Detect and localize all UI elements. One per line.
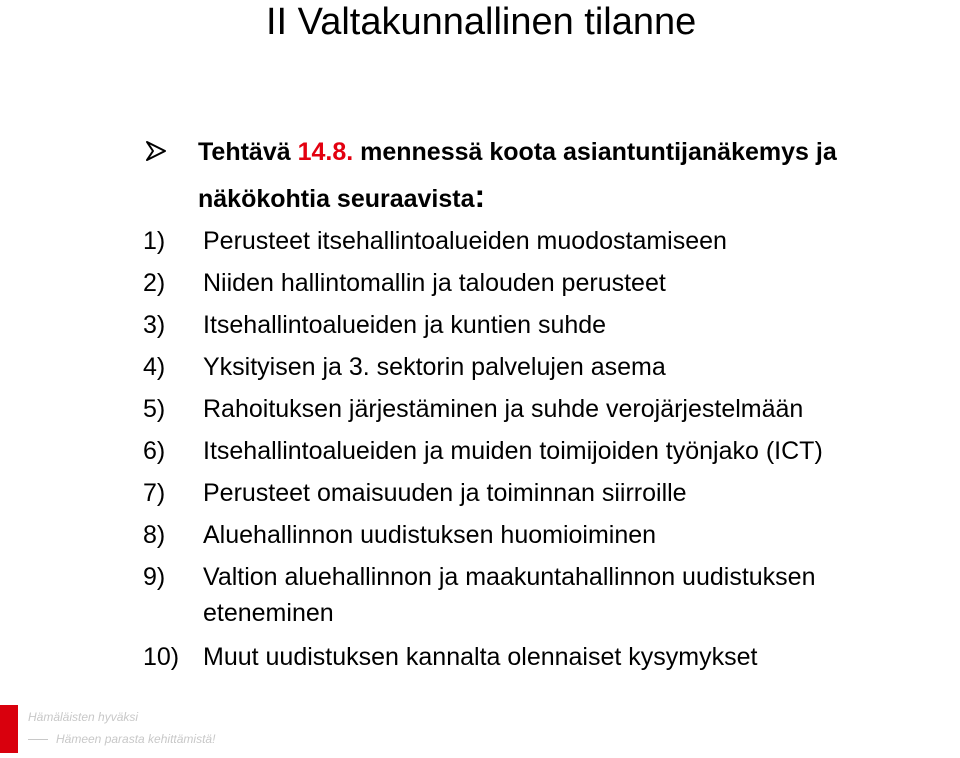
list-item-number: 10) (143, 643, 180, 671)
list-item (143, 556, 958, 636)
list-item-text: Aluehallinnon uudistuksen huomioiminen (203, 521, 657, 549)
list-item-number: 8) (143, 521, 166, 549)
arrow-bullet-icon (145, 140, 167, 162)
intro-line-2-text: näkökohtia seuraavista (198, 185, 475, 213)
numbered-list (143, 220, 958, 678)
intro-suffix: mennessä koota asiantuntijanäkemys ja (353, 138, 837, 166)
list-item (143, 636, 958, 678)
list-item-text: Rahoituksen järjestäminen ja suhde verojärjestelmään (203, 395, 804, 423)
slide-title: II Valtakunnallinen tilanne (266, 1, 697, 43)
list-item-number: 5) (143, 395, 166, 423)
list-item-number: 7) (143, 479, 166, 507)
list-item-text: Niiden hallintomallin ja talouden perusteet (203, 269, 666, 297)
list-item-text: Itsehallintoalueiden ja muiden toimijoiden työnjako (ICT) (203, 437, 823, 465)
intro-line-1 (198, 130, 837, 174)
list-item-number: 3) (143, 311, 166, 339)
list-item-text: Perusteet itsehallintoalueiden muodostamiseen (203, 227, 727, 255)
list-item-text: Itsehallintoalueiden ja kuntien suhde (203, 311, 607, 339)
list-item-text: Perusteet omaisuuden ja toiminnan siirroille (203, 479, 687, 507)
list-item-number: 2) (143, 269, 166, 297)
list-item-text: Yksityisen ja 3. sektorin palvelujen asema (203, 353, 666, 381)
list-item (143, 472, 958, 514)
red-accent-bar (0, 705, 18, 753)
footer-dash (28, 739, 48, 740)
list-item-text: Valtion aluehallinnon ja maakuntahallinnon uudistuksen eteneminen (203, 563, 816, 627)
list-item (143, 304, 958, 346)
list-item (143, 514, 958, 556)
list-item (143, 388, 958, 430)
list-item (143, 346, 958, 388)
footer-logo (0, 700, 300, 758)
list-item-number: 1) (143, 227, 166, 255)
footer-slogan-2-row (28, 732, 215, 746)
intro-line-2 (198, 174, 485, 221)
list-item-number: 4) (143, 353, 166, 381)
list-item-number: 9) (143, 563, 166, 591)
list-item-text: Muut uudistuksen kannalta olennaiset kysymykset (203, 643, 758, 671)
intro-prefix: Tehtävä (198, 138, 298, 166)
intro-colon: : (474, 178, 486, 214)
intro-date-highlight: 14.8. (297, 138, 354, 166)
footer-slogan-2: Hämeen parasta kehittämistä! (56, 732, 216, 746)
list-item (143, 262, 958, 304)
list-item (143, 430, 958, 472)
list-item (143, 220, 958, 262)
footer-slogan-1: Hämäläisten hyväksi (28, 710, 139, 724)
list-item-number: 6) (143, 437, 166, 465)
